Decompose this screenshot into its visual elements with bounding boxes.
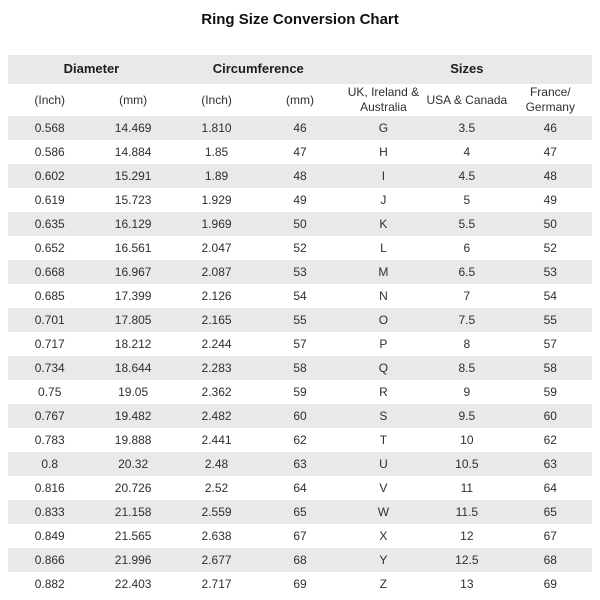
table-cell: 0.717 <box>34 336 65 351</box>
column-header-circumference-inch: (Inch) <box>201 92 232 107</box>
table-cell: 8.5 <box>458 360 476 375</box>
table-cell: 2.047 <box>201 240 232 255</box>
table-cell: 65 <box>543 504 557 519</box>
table-cell: 1.969 <box>201 216 232 231</box>
group-header-circumference: Circumference <box>212 61 304 77</box>
table-cell: 47 <box>293 144 307 159</box>
table-cell: 7.5 <box>458 312 476 327</box>
table-cell: 54 <box>293 288 307 303</box>
table-row <box>8 116 592 140</box>
table-cell: 60 <box>293 408 307 423</box>
table-row <box>8 164 592 188</box>
table-cell: 15.291 <box>114 168 152 183</box>
table-cell: 17.805 <box>114 312 152 327</box>
table-cell: 62 <box>543 432 557 447</box>
table-cell: 20.726 <box>114 480 152 495</box>
table-cell: 0.619 <box>34 192 65 207</box>
table-cell: 15.723 <box>114 192 152 207</box>
table-cell: 2.638 <box>201 528 232 543</box>
table-cell: 2.717 <box>201 576 232 591</box>
table-row <box>8 572 592 596</box>
table-cell: 14.884 <box>114 144 152 159</box>
table-cell: R <box>379 384 388 399</box>
table-cell: N <box>379 288 388 303</box>
table-cell: 17.399 <box>114 288 152 303</box>
table-cell: 18.644 <box>114 360 152 375</box>
table-cell: 46 <box>293 120 307 135</box>
table-cell: 0.783 <box>34 432 65 447</box>
table-cell: 11 <box>460 480 474 495</box>
table-row <box>8 308 592 332</box>
table-cell: 0.767 <box>34 408 65 423</box>
table-cell: 2.559 <box>201 504 232 519</box>
table-cell: 19.888 <box>114 432 152 447</box>
table-cell: 1.929 <box>201 192 232 207</box>
table-cell: I <box>381 168 386 183</box>
column-header-circumference-mm: (mm) <box>286 92 314 107</box>
table-cell: 0.75 <box>38 384 62 399</box>
table-cell: 2.283 <box>201 360 232 375</box>
table-cell: 50 <box>293 216 307 231</box>
page-title: Ring Size Conversion Chart <box>201 11 399 28</box>
table-cell: 7 <box>463 288 471 303</box>
table-cell: 9 <box>463 384 471 399</box>
table-cell: L <box>380 240 387 255</box>
table-cell: 0.602 <box>34 168 65 183</box>
table-cell: 3.5 <box>458 120 476 135</box>
table-row <box>8 500 592 524</box>
table-cell: 1.810 <box>201 120 232 135</box>
table-cell: 4 <box>463 144 471 159</box>
table-row <box>8 524 592 548</box>
table-row <box>8 428 592 452</box>
table-cell: 2.441 <box>201 432 232 447</box>
table-cell: G <box>378 120 389 135</box>
table-cell: 2.362 <box>201 384 232 399</box>
table-cell: 55 <box>543 312 557 327</box>
table-cell: Q <box>378 360 389 375</box>
table-cell: 68 <box>293 552 307 567</box>
table-cell: 21.565 <box>114 528 152 543</box>
table-row <box>8 332 592 356</box>
table-group-header-row <box>8 55 592 84</box>
table-cell: 58 <box>543 360 557 375</box>
table-cell: K <box>379 216 388 231</box>
table-cell: M <box>378 264 389 279</box>
table-cell: 12.5 <box>455 552 479 567</box>
table-cell: 57 <box>293 336 307 351</box>
table-cell: 4.5 <box>458 168 476 183</box>
table-cell: 22.403 <box>114 576 152 591</box>
table-cell: 53 <box>293 264 307 279</box>
table-row <box>8 476 592 500</box>
table-cell: 11.5 <box>455 504 479 519</box>
table-cell: 2.48 <box>204 456 229 471</box>
conversion-table <box>8 55 592 596</box>
table-cell: Z <box>379 576 388 591</box>
table-cell: 0.685 <box>34 288 65 303</box>
table-cell: O <box>378 312 389 327</box>
table-cell: 68 <box>543 552 557 567</box>
table-row <box>8 404 592 428</box>
column-header-france-germany: France/ Germany <box>525 85 575 114</box>
table-cell: 8 <box>463 336 471 351</box>
table-cell: Y <box>379 552 388 567</box>
table-cell: 2.52 <box>204 480 229 495</box>
table-cell: J <box>380 192 387 207</box>
table-cell: 46 <box>543 120 557 135</box>
table-row <box>8 284 592 308</box>
table-cell: 55 <box>293 312 307 327</box>
table-cell: 57 <box>543 336 557 351</box>
table-row <box>8 452 592 476</box>
table-cell: X <box>379 528 388 543</box>
table-cell: 0.568 <box>34 120 65 135</box>
table-cell: 59 <box>293 384 307 399</box>
table-row <box>8 356 592 380</box>
table-cell: 48 <box>543 168 557 183</box>
column-header-diameter-mm: (mm) <box>119 92 148 107</box>
table-cell: 52 <box>293 240 307 255</box>
table-cell: 64 <box>543 480 557 495</box>
table-body <box>8 116 592 596</box>
table-cell: 0.849 <box>34 528 65 543</box>
table-cell: T <box>379 432 388 447</box>
table-cell: 9.5 <box>458 408 476 423</box>
table-cell: 64 <box>293 480 307 495</box>
table-cell: 21.158 <box>114 504 152 519</box>
table-cell: 10.5 <box>455 456 479 471</box>
table-cell: 14.469 <box>114 120 152 135</box>
table-cell: 69 <box>293 576 307 591</box>
table-column-header-row <box>8 84 592 116</box>
table-cell: 0.833 <box>34 504 65 519</box>
table-cell: 18.212 <box>114 336 152 351</box>
table-cell: 21.996 <box>114 552 152 567</box>
table-cell: 49 <box>543 192 557 207</box>
group-header-sizes: Sizes <box>450 61 484 77</box>
table-cell: 47 <box>543 144 557 159</box>
table-cell: 0.635 <box>34 216 65 231</box>
table-row <box>8 140 592 164</box>
table-cell: 19.05 <box>118 384 149 399</box>
table-cell: 63 <box>293 456 307 471</box>
table-cell: 0.866 <box>34 552 65 567</box>
table-cell: 60 <box>543 408 557 423</box>
table-cell: 6 <box>463 240 471 255</box>
table-cell: H <box>379 144 388 159</box>
table-cell: 2.165 <box>201 312 232 327</box>
table-cell: P <box>379 336 388 351</box>
table-cell: 0.8 <box>41 456 59 471</box>
table-cell: U <box>379 456 388 471</box>
table-cell: 69 <box>543 576 557 591</box>
table-cell: 0.652 <box>34 240 65 255</box>
table-row <box>8 260 592 284</box>
table-cell: 49 <box>293 192 307 207</box>
table-cell: 10 <box>460 432 474 447</box>
table-cell: 13 <box>460 576 474 591</box>
table-row <box>8 188 592 212</box>
column-header-diameter-inch: (Inch) <box>34 92 66 107</box>
table-row <box>8 212 592 236</box>
table-cell: 12 <box>460 528 474 543</box>
table-cell: 16.967 <box>114 264 152 279</box>
table-cell: 2.087 <box>201 264 232 279</box>
table-cell: 0.586 <box>34 144 65 159</box>
table-cell: 48 <box>293 168 307 183</box>
table-cell: W <box>377 504 390 519</box>
table-cell: 54 <box>543 288 557 303</box>
table-cell: 50 <box>543 216 557 231</box>
table-cell: 20.32 <box>118 456 149 471</box>
table-cell: 1.89 <box>204 168 229 183</box>
table-row <box>8 236 592 260</box>
table-cell: 0.816 <box>34 480 65 495</box>
table-cell: 58 <box>293 360 307 375</box>
table-cell: 5 <box>463 192 471 207</box>
table-cell: 2.677 <box>201 552 232 567</box>
table-cell: 1.85 <box>204 144 229 159</box>
table-cell: 0.882 <box>34 576 65 591</box>
table-cell: 0.668 <box>34 264 65 279</box>
table-cell: 2.482 <box>201 408 232 423</box>
table-cell: 6.5 <box>458 264 476 279</box>
table-cell: 67 <box>543 528 557 543</box>
column-header-usa-canada: USA & Canada <box>426 92 508 107</box>
table-row <box>8 548 592 572</box>
table-cell: 2.126 <box>201 288 232 303</box>
table-cell: 67 <box>293 528 307 543</box>
table-cell: 52 <box>543 240 557 255</box>
table-cell: V <box>379 480 388 495</box>
table-cell: 0.701 <box>34 312 65 327</box>
table-cell: 16.561 <box>114 240 152 255</box>
table-row <box>8 380 592 404</box>
table-cell: 63 <box>543 456 557 471</box>
table-cell: 16.129 <box>114 216 152 231</box>
table-cell: 2.244 <box>201 336 232 351</box>
column-header-uk-ireland-australia: UK, Ireland & Australia <box>347 85 420 114</box>
table-cell: 0.734 <box>34 360 65 375</box>
table-cell: 53 <box>543 264 557 279</box>
table-cell: 65 <box>293 504 307 519</box>
group-header-diameter: Diameter <box>63 61 120 77</box>
table-cell: 59 <box>543 384 557 399</box>
table-cell: S <box>379 408 388 423</box>
table-cell: 19.482 <box>114 408 152 423</box>
table-cell: 5.5 <box>458 216 476 231</box>
table-cell: 62 <box>293 432 307 447</box>
